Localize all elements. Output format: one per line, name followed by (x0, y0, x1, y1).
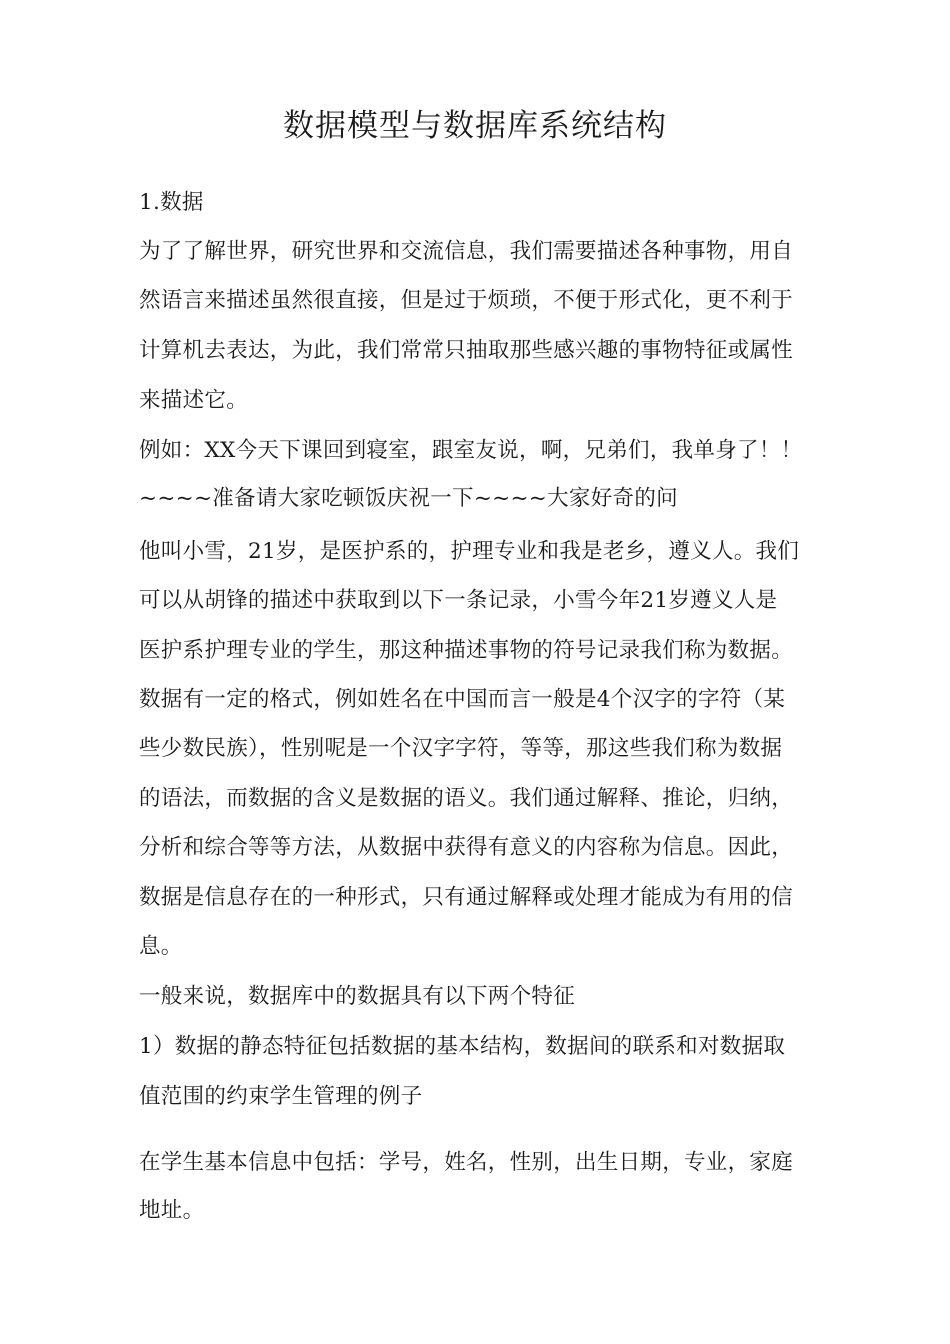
paragraph-line: 数据有一定的格式，例如姓名在中国而言一般是4个汉字的字符（某 (139, 687, 786, 712)
page-title: 数据模型与数据库系统结构 (283, 108, 667, 144)
paragraph-line: 在学生基本信息中包括：学号，姓名，性别，出生日期，专业，家庭 (139, 1150, 794, 1175)
section-heading: 1.数据 (139, 190, 204, 215)
paragraph-line: 分析和综合等等方法，从数据中获得有意义的内容称为信息。因此， (139, 835, 794, 860)
paragraph-line: 的语法，而数据的含义是数据的语义。我们通过解释、推论，归纳， (139, 786, 794, 811)
paragraph-line: 计算机去表达，为此，我们常常只抽取那些感兴趣的事物特征或属性 (139, 338, 794, 363)
paragraph-line: 然语言来描述虽然很直接，但是过于烦琐，不便于形式化，更不利于 (139, 288, 794, 313)
paragraph-line: 医护系护理专业的学生，那这种描述事物的符号记录我们称为数据。 (139, 638, 794, 663)
paragraph-line: 一般来说，数据库中的数据具有以下两个特征 (139, 984, 576, 1009)
paragraph-line: 为了了解世界，研究世界和交流信息，我们需要描述各种事物，用自 (139, 239, 794, 264)
paragraph-line: 他叫小雪，21岁，是医护系的，护理专业和我是老乡，遵义人。我们 (139, 539, 800, 564)
paragraph-line: 例如：XX今天下课回到寝室，跟室友说，啊，兄弟们，我单身了！！ (139, 438, 803, 463)
paragraph-line: 数据是信息存在的一种形式，只有通过解释或处理才能成为有用的信 (139, 885, 794, 910)
paragraph-line: 可以从胡锋的描述中获取到以下一条记录，小雪今年21岁遵义人是 (139, 588, 778, 613)
paragraph-line: 来描述它。 (139, 388, 249, 413)
paragraph-line: 些少数民族），性别呢是一个汉字字符，等等，那这些我们称为数据 (139, 736, 783, 761)
paragraph-line: 地址。 (139, 1198, 205, 1223)
paragraph-line: 息。 (139, 934, 183, 959)
paragraph-line: 1）数据的静态特征包括数据的基本结构，数据间的联系和对数据取 (139, 1034, 786, 1059)
paragraph-line: ~~~~准备请大家吃顿饭庆祝一下~~~~大家好奇的问 (139, 486, 678, 511)
paragraph-line: 值范围的约束学生管理的例子 (139, 1084, 423, 1109)
